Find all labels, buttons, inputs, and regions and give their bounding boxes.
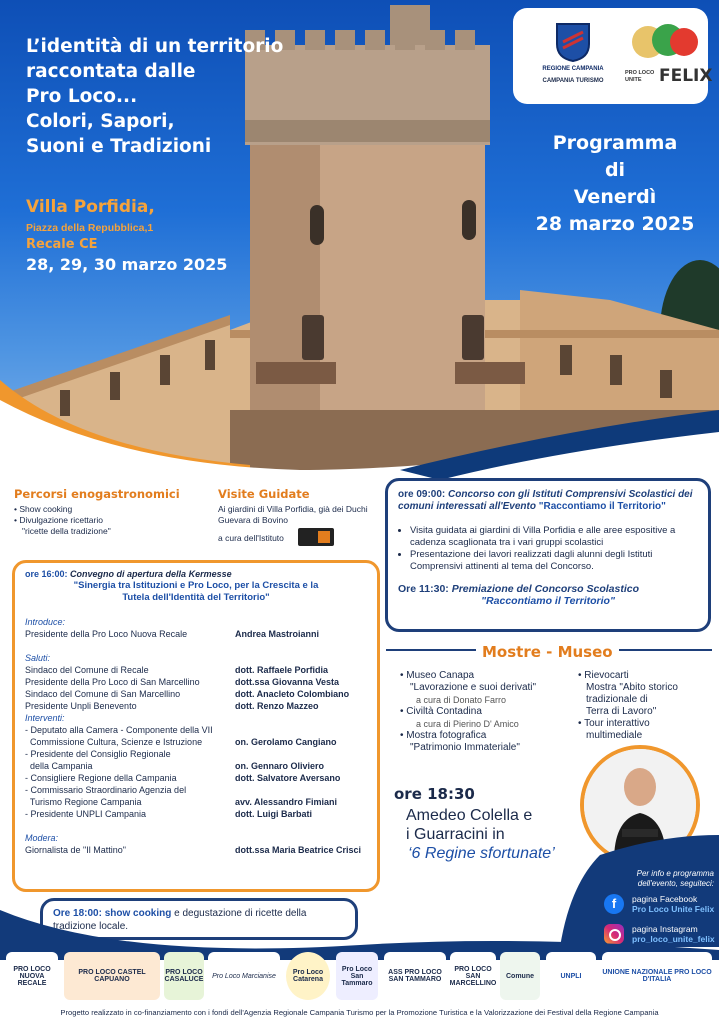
- facebook-label: pagina Facebook: [632, 894, 698, 904]
- regione-campania-shield-icon: [555, 22, 591, 62]
- percorsi-list: [14, 504, 214, 537]
- decorative-wave: [0, 370, 719, 490]
- show-line: i Guarracini in: [406, 826, 505, 843]
- saluti-label: Saluti:: [25, 653, 51, 663]
- table-row: della Campania on. Gennaro Oliviero: [25, 761, 325, 771]
- table-row: Turismo Regione Campania avv. Alessandro Fimiani: [25, 797, 338, 807]
- facebook-icon[interactable]: f: [604, 894, 624, 914]
- facebook-name: Pro Loco Unite Felix: [632, 904, 715, 914]
- logo-marcianise: Pro Loco Marcianise: [208, 952, 280, 1000]
- concorso-box: [385, 478, 711, 632]
- footer-wave: [0, 890, 719, 960]
- logo-unione-pro-loco: UNIONE NAZIONALE PRO LOCO D'ITALIA: [602, 952, 712, 1000]
- regione-campania-label: REGIONE CAMPANIA: [542, 66, 604, 72]
- list-item: • Presentazione dei lavori realizzati dagli alunni degli Istituti Comprensivi attinenti al tema del Concorso.: [410, 549, 698, 573]
- campania-turismo-label: CAMPANIA TURISMO: [542, 78, 604, 84]
- logo-unpli: UNPLI: [546, 952, 596, 1000]
- table-row: - Deputato alla Camera - Componente della VII: [25, 725, 213, 735]
- table-row: Giornalista de "Il Mattino" dott.ssa Maria Beatrice Crisci: [25, 845, 362, 855]
- table-row: - Commissario Straordinario Agenzia del: [25, 785, 187, 795]
- program-line: di: [604, 159, 626, 181]
- premiazione-quote: "Raccontiamo il Territorio": [481, 595, 615, 607]
- logo-comune: Comune: [500, 952, 540, 1000]
- table-row: - Presidente del Consiglio Regionale: [25, 749, 171, 759]
- list-item: • Museo Canapa: [400, 670, 475, 681]
- convegno-time: ore 16:00:: [25, 569, 68, 579]
- list-item: • Civiltà Contadina: [400, 706, 482, 717]
- venue-city: Recale CE: [26, 237, 98, 252]
- felix-amphora-icon: [628, 16, 700, 68]
- logo-ass-san-tammaro: ASS PRO LOCO SAN TAMMARO: [384, 952, 446, 1000]
- event-title: [26, 34, 326, 159]
- show-title: ‘6 Regine sfortunate’: [408, 845, 555, 862]
- logo-san-tammaro: Pro Loco San Tammaro: [336, 952, 378, 1000]
- title-line: Pro Loco...: [26, 86, 138, 107]
- cooking-time: Ore 18:00: show cooking: [53, 908, 172, 919]
- logo-nuova-recale: PRO LOCO NUOVA RECALE: [6, 952, 58, 1000]
- instagram-name: pro_loco_unite_felix: [632, 934, 715, 944]
- pro-loco-unite-label: PRO LOCO UNITE: [625, 70, 655, 83]
- introduce-label: Introduce:: [25, 617, 66, 627]
- partner-logos: [6, 952, 713, 1004]
- list-item: • Divulgazione ricettario: [14, 515, 103, 525]
- convegno-box: [12, 560, 380, 892]
- logo-san-marcellino: PRO LOCO SAN MARCELLINO: [450, 952, 496, 1000]
- footer-text: Progetto realizzato in co-finanziamento con i fondi dell'Agenzia Regionale Campania Turismo per la Promozione Turistica e la Valorizzazione dei Festival della Regione Campania: [60, 1008, 659, 1017]
- concorso-bullets: [398, 525, 698, 573]
- title-line: L’identità di un territorio: [26, 36, 284, 57]
- table-row: Sindaco del Comune di Recale dott. Raffaele Porfidia: [25, 665, 329, 675]
- table-row: Presidente della Pro Loco di San Marcellino dott.ssa Giovanna Vesta: [25, 677, 340, 687]
- show-line: Amedeo Colella e: [406, 807, 533, 824]
- program-line: 28 marzo 2025: [535, 213, 695, 235]
- list-item: • Tour interattivo: [578, 718, 650, 729]
- mostre-heading: Mostre - Museo: [476, 643, 619, 661]
- table-row: Presidente Unpli Benevento dott. Renzo Mazzeo: [25, 701, 319, 711]
- premiazione-title: Premiazione del Concorso Scolastico: [451, 583, 640, 595]
- cooking-text: e degustazione di ricette della tradizione locale.: [53, 908, 307, 932]
- show-performers: [406, 806, 532, 844]
- list-item-detail: "Lavorazione e suoi derivati": [410, 682, 537, 693]
- logo-catarena: Pro Loco Catarena: [286, 952, 330, 1000]
- visite-heading: Visite Guidate: [218, 487, 310, 501]
- venue-name: Villa Porfidia,: [26, 197, 155, 217]
- show-time: ore 18:30: [394, 785, 475, 803]
- list-item: • Show cooking: [14, 504, 73, 514]
- list-item-detail: multimediale: [586, 730, 643, 741]
- list-item: • Rievocarti: [578, 670, 629, 681]
- modera-label: Modera:: [25, 833, 59, 843]
- program-line: Programma: [552, 132, 678, 154]
- mostre-left-list: [400, 670, 575, 754]
- convegno-title: Convegno di apertura della Kermesse: [70, 569, 232, 579]
- percorsi-heading: Percorsi enogastronomici: [14, 487, 180, 501]
- venue-address: Piazza della Repubblica,1: [26, 222, 154, 234]
- interventi-label: Interventi:: [25, 713, 65, 723]
- visite-cura: a cura dell'Istituto: [218, 533, 284, 543]
- logo-casaluce: PRO LOCO CASALUCE: [164, 952, 204, 1000]
- title-line: raccontata dalle: [26, 61, 196, 82]
- list-item-detail: "Patrimonio Immateriale": [410, 742, 520, 753]
- list-item-detail: Mostra "Abito storico: [586, 682, 678, 693]
- list-item-sub: "ricette della tradizione": [22, 526, 111, 536]
- table-row: - Presidente UNPLI Campania dott. Luigi Barbati: [25, 809, 312, 819]
- table-row: Presidente della Pro Loco Nuova Recale Andrea Mastroianni: [25, 629, 320, 639]
- sponsor-logos: [513, 8, 713, 104]
- table-row: - Consigliere Regione della Campania dott. Salvatore Aversano: [25, 773, 341, 783]
- premiazione-time: Ore 11:30:: [398, 583, 449, 595]
- table-row: Sindaco del Comune di San Marcellino dott. Anacleto Colombiano: [25, 689, 350, 699]
- program-line: Venerdì: [573, 186, 657, 208]
- visite-text: Ai giardini di Villa Porfidia, già dei Duchi Guevara di Bovino: [218, 504, 368, 525]
- mostre-right-list: [578, 670, 713, 742]
- list-item-detail: Terra di Lavoro": [586, 706, 657, 717]
- istituto-logo: [298, 528, 334, 546]
- concorso-quote: "Raccontiamo il Territorio": [538, 501, 666, 512]
- table-row: Commissione Cultura, Scienze e Istruzione on. Gerolamo Cangiano: [25, 737, 337, 747]
- title-line: Suoni e Tradizioni: [26, 136, 212, 157]
- list-item: • Visita guidata ai giardini di Villa Porfidia e alle aree espositive a cadenza scaglionata tra i vari gruppi scolastici: [410, 525, 698, 549]
- instagram-label: pagina Instagram: [632, 924, 698, 934]
- felix-label: FELIX: [659, 66, 713, 86]
- list-item-credit: a cura di Pierino D' Amico: [416, 719, 519, 729]
- logo-castel: PRO LOCO CASTEL CAPUANO: [64, 952, 160, 1000]
- list-item-detail: tradizionale di: [586, 694, 648, 705]
- concorso-time: ore 09:00:: [398, 489, 446, 500]
- title-line: Colori, Sapori,: [26, 111, 175, 132]
- list-item: • Mostra fotografica: [400, 730, 487, 741]
- venue-dates: 28, 29, 30 marzo 2025: [26, 255, 228, 274]
- convegno-subtitle: "Sinergia tra Istituzioni e Pro Loco, per la Crescita e la Tutela dell'Identità del Territorio": [73, 580, 319, 603]
- program-heading: [520, 130, 710, 238]
- list-item-credit: a cura di Donato Farro: [416, 695, 507, 705]
- concorso-title: Concorso con gli Istituti Comprensivi Scolastici dei comuni interessati all'Evento: [398, 489, 693, 512]
- social-intro: Per info e programma dell'evento, seguiteci:: [636, 869, 714, 888]
